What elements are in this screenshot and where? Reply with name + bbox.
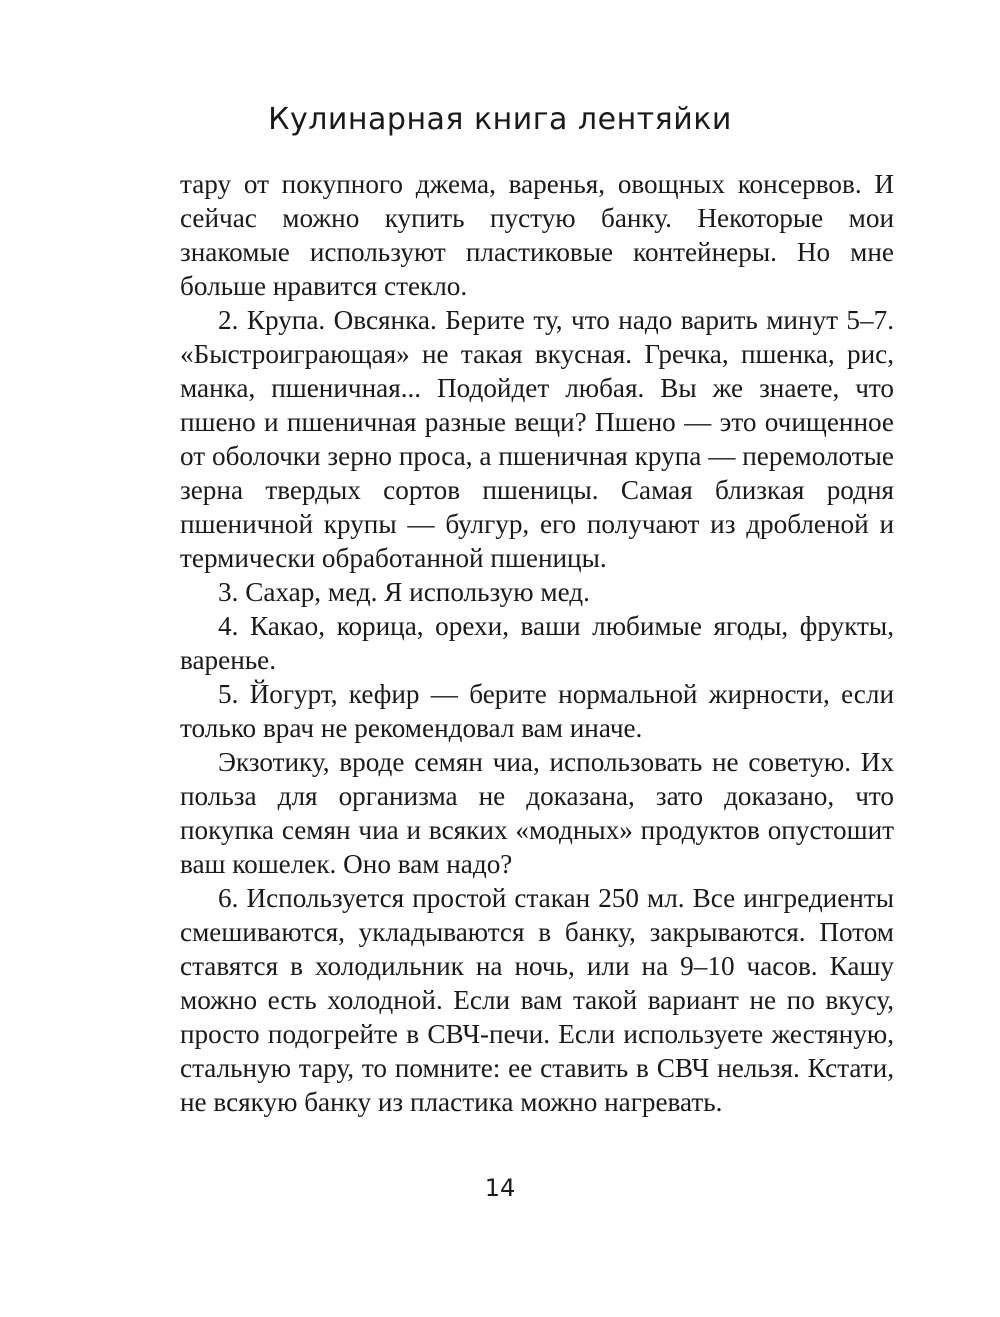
paragraph-item-3-sugar: 3. Сахар, мед. Я использую мед. (218, 577, 590, 607)
paragraph-continuation: тару от покупного джема, варенья, овощных консервов. И сейчас можно купить пустую банку. Некоторые мои знакомые используют пластиковые контейнеры. Но мне больше нравится стекло. (180, 169, 894, 301)
body-text (180, 167, 894, 1119)
paragraph-item-6-glass: 6. Используется простой стакан 250 мл. Все ингредиенты смешиваются, укладываются в банку, закрываются. Потом ставятся в холодильник на ночь, или на 9–10 часов. Кашу можно есть холодной. Если вам такой вариант не по вкусу, просто подогрейте в СВЧ-печи. Если используете жестяную, стальную тару, то помните: ее ставить в СВЧ нельзя. Кстати, не всякую банку из пластика можно нагревать. (180, 883, 894, 1117)
paragraph-exotic: Экзотику, вроде семян чиа, использовать не советую. Их польза для организма не доказана, зато доказано, что покупка семян чиа и всяких «модных» продуктов опустошит ваш кошелек. Оно вам надо? (180, 747, 894, 879)
running-header-title: Кулинарная книга лентяйки (268, 102, 732, 137)
paragraph-item-2-groats: 2. Крупа. Овсянка. Берите ту, что надо варить минут 5–7. «Быстроиграющая» не такая вкусная. Гречка, пшенка, рис, манка, пшеничная... Подойдет любая. Вы же знаете, что пшено и пшеничная разные вещи? Пшено — это очищенное от оболочки зерно проса, а пшеничная крупа — перемолотые зерна твердых сортов пшеницы. Самая близкая родня пшеничной крупы — булгур, его получают из дробленой и термически обработанной пшеницы. (180, 305, 894, 573)
page-number: 14 (484, 1174, 516, 1202)
paragraph-item-5-yogurt: 5. Йогурт, кефир — берите нормальной жирности, если только врач не рекомендовал вам иначе. (180, 679, 894, 743)
paragraph-item-4-cocoa: 4. Какао, корица, орехи, ваши любимые ягоды, фрукты, варенье. (180, 611, 894, 675)
